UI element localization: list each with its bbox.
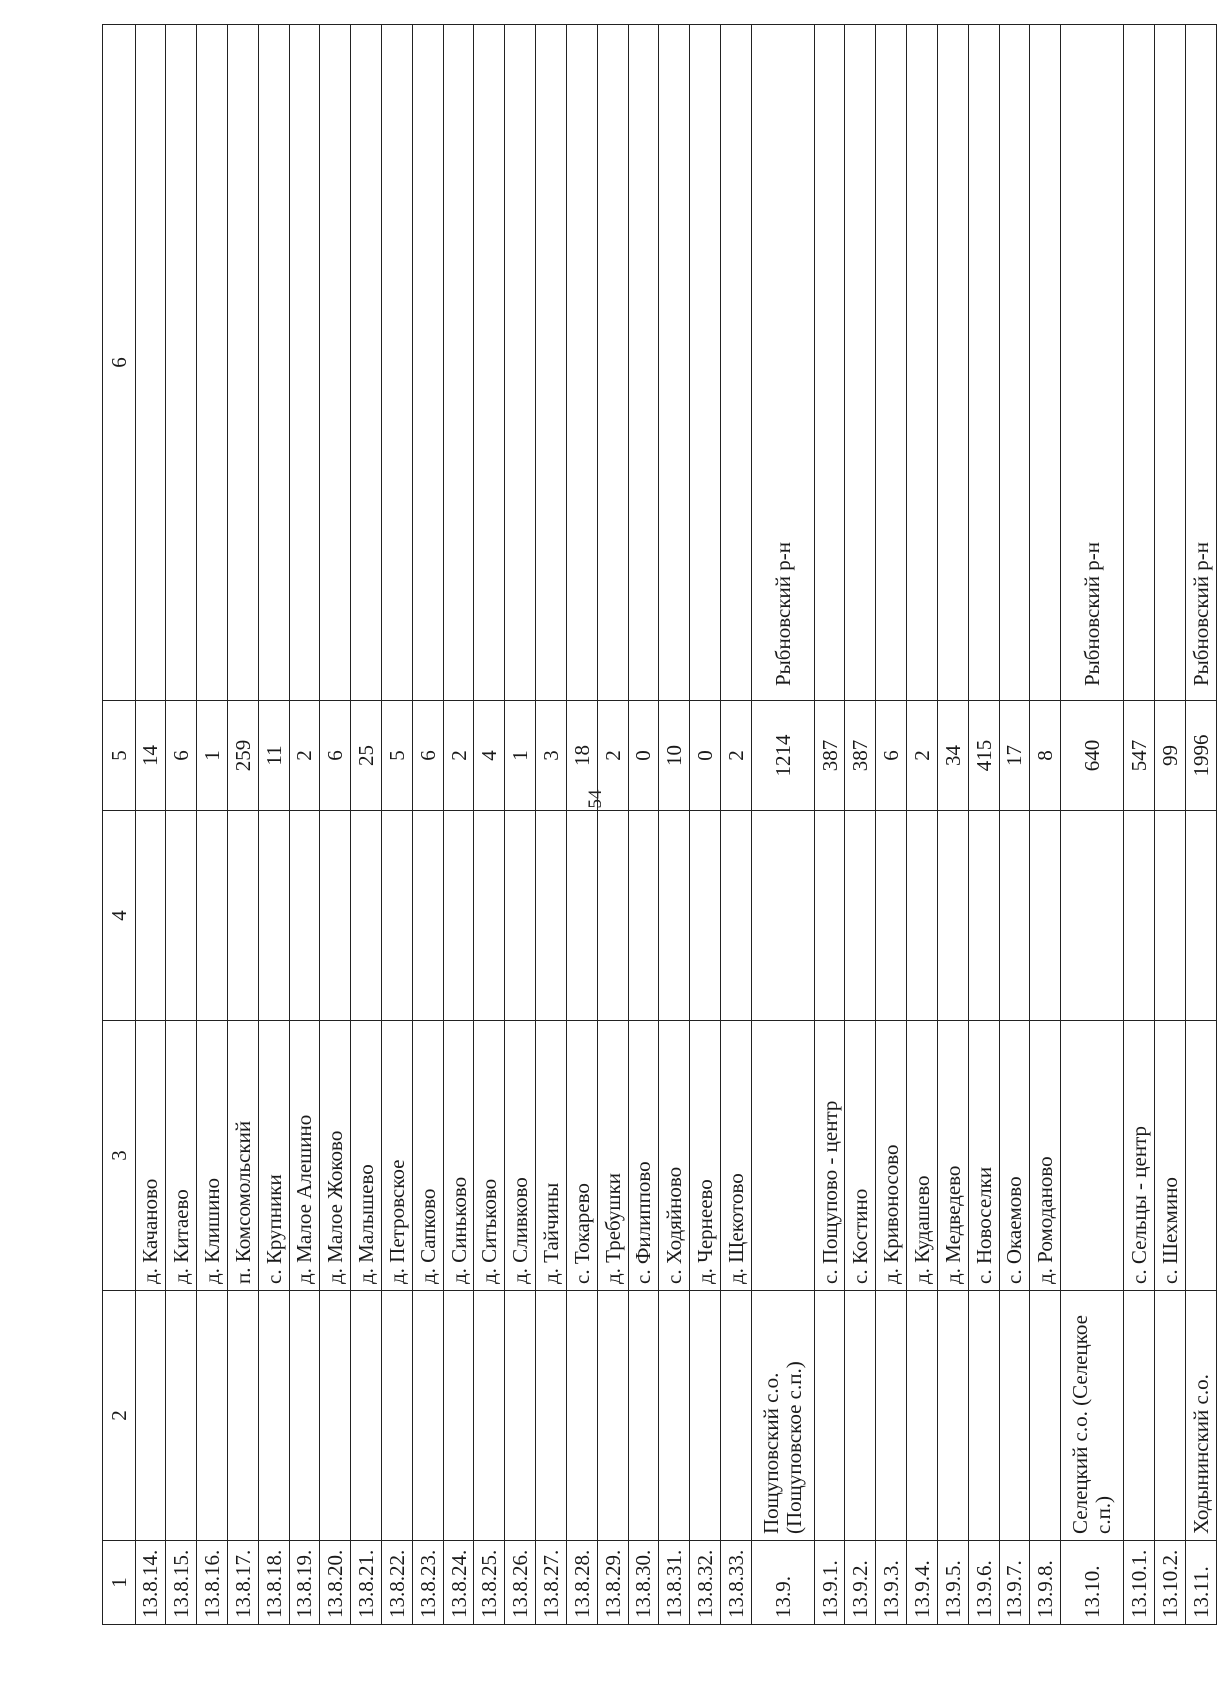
row-number: 13.11. [1185,1541,1216,1625]
row-number: 13.8.21. [351,1541,382,1625]
district-note [566,25,597,701]
district-note [289,25,320,701]
district-name [412,1291,443,1541]
table-row [289,25,320,1625]
district-name [659,1291,690,1541]
district-name [937,1291,968,1541]
column-4-cell [227,811,258,1021]
settlement-name: д. Ромоданово [1030,1021,1061,1291]
row-number: 13.8.14. [135,1541,166,1625]
table-row [1124,25,1155,1625]
row-number: 13.9.5. [937,1541,968,1625]
district-note [443,25,474,701]
settlement-name: д. Чернеево [690,1021,721,1291]
population-value: 6 [412,701,443,811]
population-value: 2 [907,701,938,811]
population-value: 2 [597,701,628,811]
population-value: 2 [289,701,320,811]
row-number: 13.8.15. [166,1541,197,1625]
table-row [536,25,567,1625]
population-value: 640 [1061,701,1124,811]
population-value: 2 [720,701,751,811]
row-number: 13.9.2. [845,1541,876,1625]
district-name [1154,1291,1185,1541]
settlement-name: с. Пощупово - центр [814,1021,845,1291]
district-name [968,1291,999,1541]
table-row [937,25,968,1625]
district-note [937,25,968,701]
population-value: 1 [505,701,536,811]
column-header: 3 [103,1021,136,1291]
district-note [382,25,413,701]
district-note [135,25,166,701]
column-4-cell [876,811,907,1021]
district-note: Рыбновский р-н [1061,25,1124,701]
column-4-cell [197,811,228,1021]
table-row [628,25,659,1625]
settlement-name: с. Окаемово [999,1021,1030,1291]
table-row [197,25,228,1625]
population-value: 34 [937,701,968,811]
row-number: 13.8.29. [597,1541,628,1625]
population-value: 6 [876,701,907,811]
district-name [907,1291,938,1541]
row-number: 13.8.16. [197,1541,228,1625]
population-value: 5 [382,701,413,811]
settlement-name: с. Костино [845,1021,876,1291]
table-row [1030,25,1061,1625]
column-4-cell [1185,811,1216,1021]
settlement-name: д. Петровское [382,1021,413,1291]
district-note [999,25,1030,701]
district-note [814,25,845,701]
row-number: 13.10.1. [1124,1541,1155,1625]
district-name [320,1291,351,1541]
table-row [814,25,845,1625]
row-number: 13.8.23. [412,1541,443,1625]
district-name [227,1291,258,1541]
district-name [505,1291,536,1541]
column-header: 4 [103,811,136,1021]
row-number: 13.8.20. [320,1541,351,1625]
row-number: 13.10.2. [1154,1541,1185,1625]
table-row [690,25,721,1625]
population-value: 1996 [1185,701,1216,811]
settlement-name [751,1021,814,1291]
district-note [628,25,659,701]
row-number: 13.9.8. [1030,1541,1061,1625]
population-value: 547 [1124,701,1155,811]
district-name [628,1291,659,1541]
row-number: 13.8.33. [720,1541,751,1625]
district-name [1124,1291,1155,1541]
table-row [505,25,536,1625]
district-name [474,1291,505,1541]
district-note [659,25,690,701]
row-number: 13.8.18. [258,1541,289,1625]
table-row [1154,25,1185,1625]
column-4-cell [1124,811,1155,1021]
district-note [876,25,907,701]
row-number: 13.8.27. [536,1541,567,1625]
settlement-name: д. Тайчины [536,1021,567,1291]
district-name: Селецкий с.о. (Селецкое с.п.) [1061,1291,1124,1541]
settlement-name: д. Малышево [351,1021,382,1291]
district-note [166,25,197,701]
column-header: 6 [103,25,136,701]
district-name [351,1291,382,1541]
settlement-name: с. Шехмино [1154,1021,1185,1291]
column-4-cell [382,811,413,1021]
district-name [443,1291,474,1541]
settlement-name: д. Кудашево [907,1021,938,1291]
district-name [258,1291,289,1541]
district-note [474,25,505,701]
district-name: Ходынинский с.о. [1185,1291,1216,1541]
column-4-cell [1061,811,1124,1021]
settlement-name: д. Сапково [412,1021,443,1291]
district-name [289,1291,320,1541]
population-value: 11 [258,701,289,811]
column-4-cell [351,811,382,1021]
population-value: 18 [566,701,597,811]
row-number: 13.8.31. [659,1541,690,1625]
settlement-name: д. Требушки [597,1021,628,1291]
settlement-name: д. Малое Жоково [320,1021,351,1291]
table-row [597,25,628,1625]
population-value: 6 [166,701,197,811]
population-value: 25 [351,701,382,811]
table-row [351,25,382,1625]
population-value: 387 [845,701,876,811]
column-4-cell [968,811,999,1021]
table-row [845,25,876,1625]
page-number: 54 [585,789,606,809]
section-row [751,25,814,1625]
column-4-cell [412,811,443,1021]
population-value: 1214 [751,701,814,811]
district-note: Рыбновский р-н [751,25,814,701]
district-name [720,1291,751,1541]
column-4-cell [1030,811,1061,1021]
district-note: Рыбновский р-н [1185,25,1216,701]
district-note [227,25,258,701]
district-note [320,25,351,701]
district-name [166,1291,197,1541]
column-4-cell [289,811,320,1021]
row-number: 13.8.26. [505,1541,536,1625]
district-note [1154,25,1185,701]
column-4-cell [505,811,536,1021]
district-name [876,1291,907,1541]
column-4-cell [566,811,597,1021]
population-value: 259 [227,701,258,811]
population-value: 4 [474,701,505,811]
table-row [720,25,751,1625]
row-number: 13.8.25. [474,1541,505,1625]
table-row [320,25,351,1625]
population-value: 2 [443,701,474,811]
population-value: 3 [536,701,567,811]
column-4-cell [135,811,166,1021]
table-row [968,25,999,1625]
district-note [505,25,536,701]
settlement-name: с. Новоселки [968,1021,999,1291]
district-name [845,1291,876,1541]
column-4-cell [628,811,659,1021]
district-note [597,25,628,701]
district-note [258,25,289,701]
population-value: 10 [659,701,690,811]
population-value: 1 [197,701,228,811]
settlement-name: д. Сливково [505,1021,536,1291]
population-value: 8 [1030,701,1061,811]
row-number: 13.8.24. [443,1541,474,1625]
district-note [351,25,382,701]
settlement-name [1061,1021,1124,1291]
column-4-cell [720,811,751,1021]
district-name [197,1291,228,1541]
table-row [876,25,907,1625]
settlements-table [102,25,1217,1625]
column-4-cell [320,811,351,1021]
district-note [690,25,721,701]
table-row [166,25,197,1625]
settlement-name: с. Токарево [566,1021,597,1291]
settlement-name: с. Филиппово [628,1021,659,1291]
column-4-cell [474,811,505,1021]
column-4-cell [690,811,721,1021]
district-note [197,25,228,701]
district-name [382,1291,413,1541]
population-value: 14 [135,701,166,811]
population-value: 415 [968,701,999,811]
table-row [1185,25,1216,1625]
settlement-name: д. Синьково [443,1021,474,1291]
column-4-cell [443,811,474,1021]
table-row [258,25,289,1625]
row-number: 13.9.1. [814,1541,845,1625]
population-value: 17 [999,701,1030,811]
settlement-name: д. Ситьково [474,1021,505,1291]
district-note [1030,25,1061,701]
district-name [999,1291,1030,1541]
row-number: 13.8.32. [690,1541,721,1625]
column-header: 5 [103,701,136,811]
row-number: 13.8.28. [566,1541,597,1625]
district-name [135,1291,166,1541]
column-header: 1 [103,1541,136,1625]
column-4-cell [536,811,567,1021]
column-4-cell [751,811,814,1021]
column-4-cell [597,811,628,1021]
district-note [536,25,567,701]
population-value: 6 [320,701,351,811]
settlement-name: с. Сельцы - центр [1124,1021,1155,1291]
district-name [536,1291,567,1541]
settlement-name: д. Кривоносово [876,1021,907,1291]
district-name [690,1291,721,1541]
column-4-cell [659,811,690,1021]
table-row [566,25,597,1625]
column-4-cell [937,811,968,1021]
column-4-cell [814,811,845,1021]
table-row [659,25,690,1625]
district-note [907,25,938,701]
table-row [135,25,166,1625]
table-row [999,25,1030,1625]
district-name [566,1291,597,1541]
settlement-name: д. Клишино [197,1021,228,1291]
table-row [474,25,505,1625]
row-number: 13.9.7. [999,1541,1030,1625]
district-name [1030,1291,1061,1541]
district-name: Пощуповский с.о. (Пощуповское с.п.) [751,1291,814,1541]
row-number: 13.9.3. [876,1541,907,1625]
population-value: 0 [628,701,659,811]
table-row [382,25,413,1625]
district-note [845,25,876,701]
row-number: 13.10. [1061,1541,1124,1625]
settlement-name: п. Комсомольский [227,1021,258,1291]
settlement-name [1185,1021,1216,1291]
column-4-cell [258,811,289,1021]
population-value: 0 [690,701,721,811]
table-row [412,25,443,1625]
settlement-name: д. Качаново [135,1021,166,1291]
row-number: 13.9. [751,1541,814,1625]
column-4-cell [999,811,1030,1021]
column-4-cell [166,811,197,1021]
column-4-cell [1154,811,1185,1021]
district-note [412,25,443,701]
row-number: 13.8.19. [289,1541,320,1625]
row-number: 13.8.22. [382,1541,413,1625]
table-row [443,25,474,1625]
settlement-name: д. Малое Алешино [289,1021,320,1291]
settlement-name: д. Медведево [937,1021,968,1291]
district-note [720,25,751,701]
settlement-name: д. Щекотово [720,1021,751,1291]
column-header: 2 [103,1291,136,1541]
table-row [227,25,258,1625]
settlement-name: с. Ходяйново [659,1021,690,1291]
column-4-cell [845,811,876,1021]
row-number: 13.8.30. [628,1541,659,1625]
district-note [1124,25,1155,701]
district-name [597,1291,628,1541]
population-value: 387 [814,701,845,811]
row-number: 13.9.6. [968,1541,999,1625]
row-number: 13.8.17. [227,1541,258,1625]
settlement-name: д. Китаево [166,1021,197,1291]
district-note [968,25,999,701]
table-row [907,25,938,1625]
row-number: 13.9.4. [907,1541,938,1625]
section-row [1061,25,1124,1625]
population-value: 99 [1154,701,1185,811]
table-header-row [103,25,136,1625]
column-4-cell [907,811,938,1021]
settlement-name: с. Крупники [258,1021,289,1291]
district-name [814,1291,845,1541]
